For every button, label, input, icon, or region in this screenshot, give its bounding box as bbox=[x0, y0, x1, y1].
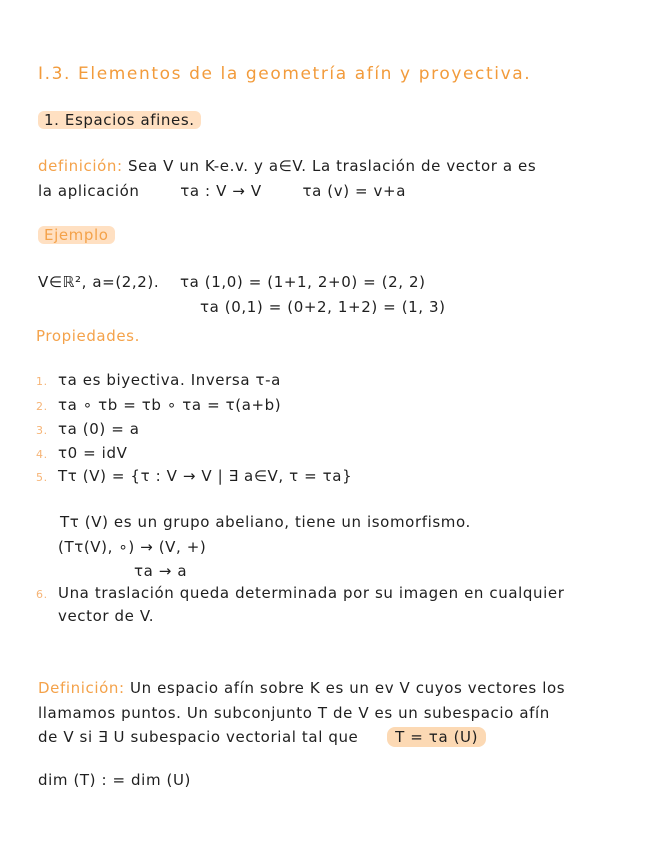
property-number: 1. bbox=[36, 375, 48, 388]
definition-2-line-3 bbox=[38, 727, 486, 747]
isomorphism-line-1: (Tτ(V), ∘) → (V, +) bbox=[58, 538, 207, 556]
definition-1-map-lhs: τa : V → V bbox=[180, 182, 262, 200]
definition-1-text: Sea V un K-e.v. y a∈V. La traslación de vector a es bbox=[128, 157, 537, 175]
property-number: 6. bbox=[36, 588, 48, 601]
property-text: τa (0) = a bbox=[58, 420, 140, 438]
property-item-1 bbox=[36, 370, 281, 392]
example-formula-1: τa (1,0) = (1+1, 2+0) = (2, 2) bbox=[180, 273, 426, 291]
example-heading bbox=[38, 225, 115, 245]
example-line-2 bbox=[200, 297, 446, 317]
isomorphism-line-2: τa → a bbox=[134, 562, 188, 580]
subsection-heading bbox=[38, 110, 201, 130]
property-text: Una traslación queda determinada por su imagen en cualquier bbox=[58, 584, 565, 602]
group-note: Tτ (V) es un grupo abeliano, tiene un isomorfismo. bbox=[60, 513, 471, 531]
definition-1-label: definición: bbox=[38, 157, 123, 175]
definition-1-map-rhs: τa (v) = v+a bbox=[302, 182, 406, 200]
property-text: Tτ (V) = {τ : V → V | ∃ a∈V, τ = τa} bbox=[58, 467, 353, 485]
properties-label: Propiedades. bbox=[36, 327, 140, 345]
property-number: 5. bbox=[36, 471, 48, 484]
property-item-4 bbox=[36, 443, 127, 465]
definition-2-text-1: Un espacio afín sobre K es un ev V cuyos vectores los bbox=[130, 679, 566, 697]
definition-1-line2-text: la aplicación bbox=[38, 182, 140, 200]
property-item-5 bbox=[36, 466, 352, 488]
subspace-highlight: T = τa (U) bbox=[387, 727, 486, 747]
property-text: τa es biyectiva. Inversa τ-a bbox=[58, 371, 281, 389]
definition-2-line-1 bbox=[38, 678, 565, 698]
dimension-formula: dim (T) : = dim (U) bbox=[38, 771, 192, 789]
property-item-6-line-2: vector de V. bbox=[58, 607, 155, 625]
definition-1-line-1 bbox=[38, 156, 536, 176]
section-title: I.3. Elementos de la geometría afín y proyectiva. bbox=[38, 64, 532, 84]
definition-2-line-2: llamamos puntos. Un subconjunto T de V es un subespacio afín bbox=[38, 704, 550, 722]
example-formula-2: τa (0,1) = (0+2, 1+2) = (1, 3) bbox=[200, 298, 446, 316]
example-label: Ejemplo bbox=[38, 226, 115, 244]
example-prefix: V∈ℝ², a=(2,2). bbox=[38, 273, 160, 291]
example-line-1 bbox=[38, 272, 426, 292]
property-number: 3. bbox=[36, 424, 48, 437]
subsection-title: 1. Espacios afines. bbox=[38, 111, 201, 129]
property-item-3 bbox=[36, 419, 140, 441]
definition-2-label: Definición: bbox=[38, 679, 125, 697]
property-number: 4. bbox=[36, 448, 48, 461]
property-item-6 bbox=[36, 583, 565, 605]
definition-2-text-3: de V si ∃ U subespacio vectorial tal que bbox=[38, 728, 359, 746]
property-text: τa ∘ τb = τb ∘ τa = τ(a+b) bbox=[58, 396, 282, 414]
property-number: 2. bbox=[36, 400, 48, 413]
property-text: τ0 = idV bbox=[58, 444, 128, 462]
property-item-2 bbox=[36, 395, 281, 417]
definition-1-line-2 bbox=[38, 181, 406, 201]
